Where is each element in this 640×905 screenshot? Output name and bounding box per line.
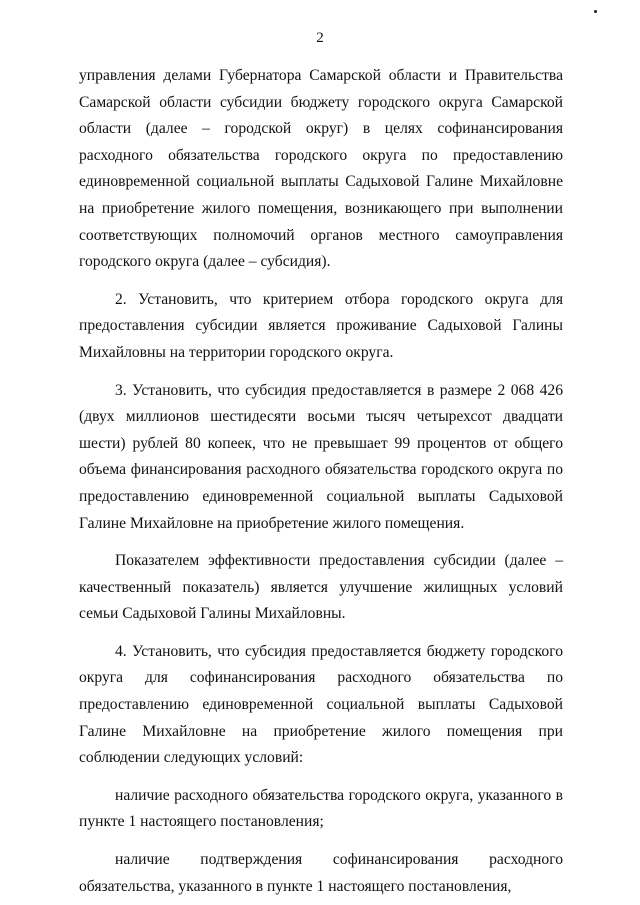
paragraph-condition-2: наличие подтверждения софинансирования расходного обязательства, указанного в пункте 1 настоящего постановления, [79,851,563,895]
paragraph-item-2: 2. Установить, что критерием отбора городского округа для предоставления субсидии является проживание Садыховой Галины Михайловны на территории городского округа. [79,290,563,361]
document-body [79,63,563,900]
paragraph-condition-1: наличие расходного обязательства городского округа, указанного в пункте 1 настоящего постановления; [79,786,563,831]
paragraph-item-3: 3. Установить, что субсидия предоставляется в размере 2 068 426 (двух миллионов шестидесяти восьми тысяч четырехсот двадцати шести) рублей 80 копеек, что не превышает 99 процентов от общего объема финансирования расходного обязательства городского округа по предоставлению единовременной социальной выплаты Садыховой Галине Михайловне на приобретение жилого помещения. [79,381,563,532]
scan-speck [594,10,597,13]
paragraph-item-4: 4. Установить, что субсидия предоставляется бюджету городского округа для софинансирования расходного обязательства по предоставлению единовременной социальной выплаты Садыховой Галине Михайловне на приобретение жилого помещения при соблюдении следующих условий: [79,642,563,767]
paragraph-continuation: управления делами Губернатора Самарской области и Правительства Самарской области субсидии бюджету городского округа Самарской области (далее – городской округ) в целях софинансирования расходного обязательства городского округа по предоставлению единовременной социальной выплаты Садыховой Галине Михайловне на приобретение жилого помещения, возникающего при выполнении соответствующих полномочий органов местного самоуправления городского округа (далее – субсидия). [79,67,563,271]
page-number: 2 [316,30,324,46]
paragraph-quality-indicator: Показателем эффективности предоставления субсидии (далее – качественный показатель) является улучшение жилищных условий семьи Садыховой Галины Михайловны. [79,552,563,623]
